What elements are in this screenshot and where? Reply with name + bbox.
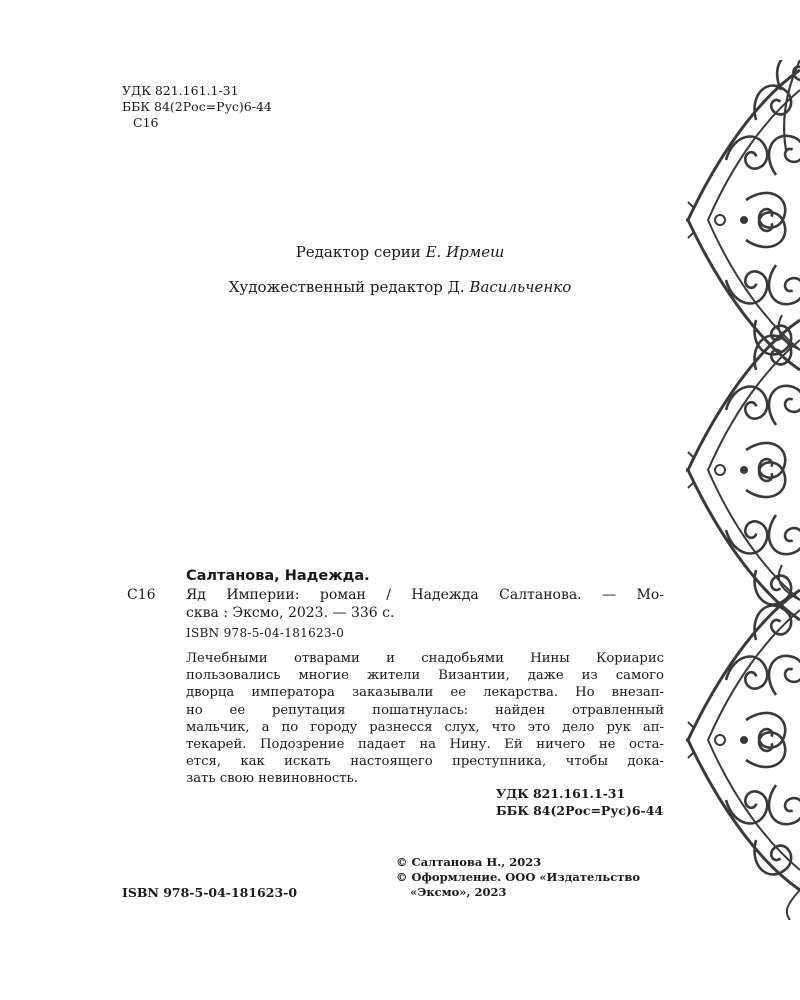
copyright-block bbox=[396, 855, 640, 900]
annotation-paragraph bbox=[186, 650, 664, 788]
udk-code: УДК 821.161.1-31 bbox=[122, 83, 239, 98]
decorative-ornament-border bbox=[686, 60, 800, 920]
bibliographic-author-mark: С16 bbox=[127, 587, 156, 603]
art-editor-initial: Д. bbox=[447, 278, 465, 296]
series-editor-credit bbox=[0, 243, 800, 261]
description-line: сква : Эксмо, 2023. — 336 с. bbox=[186, 605, 395, 621]
copyright-publisher: «Эксмо», 2023 bbox=[410, 885, 507, 899]
annotation-line: ется, как искать настоящего преступника, чтобы дока- bbox=[186, 754, 664, 770]
annotation-line: но ее репутация пошатнулась: найден отравленный bbox=[186, 702, 664, 718]
bibliographic-isbn: ISBN 978-5-04-181623-0 bbox=[186, 626, 345, 640]
series-editor-label: Редактор серии bbox=[295, 243, 421, 261]
bbk-code-bold: ББК 84(2Рос=Рус)6-44 bbox=[496, 803, 664, 818]
annotation-line: пользовались многие жители Византии, даже из самого bbox=[186, 668, 664, 684]
bibliographic-description bbox=[186, 586, 664, 622]
art-editor-label: Художественный редактор bbox=[228, 278, 443, 296]
series-editor-name: Е. Ирмеш bbox=[425, 243, 505, 261]
footer-isbn: ISBN 978-5-04-181623-0 bbox=[122, 885, 298, 900]
author-heading: Салтанова, Надежда. bbox=[186, 568, 370, 584]
copyright-author: © Салтанова Н., 2023 bbox=[396, 855, 542, 869]
annotation-line: текарей. Подозрение падает на Нину. Ей ничего не оста- bbox=[186, 737, 664, 753]
description-line: Яд Империи: роман / Надежда Салтанова. — Мо- bbox=[186, 587, 664, 603]
annotation-line: мальчик, а по городу разнесся слух, что это дело рук ап- bbox=[186, 719, 664, 735]
annotation-line: Лечебными отварами и снадобьями Нины Кориарис bbox=[186, 651, 664, 666]
classification-codes-top bbox=[122, 83, 272, 131]
annotation-line: дворца императора заказывали ее лекарства. Но внезап- bbox=[186, 685, 664, 701]
author-mark: С16 bbox=[133, 115, 159, 130]
art-editor-name: Васильченко bbox=[469, 278, 572, 296]
classification-codes-bottom bbox=[496, 785, 663, 819]
annotation-line: зать свою невиновность. bbox=[186, 771, 358, 787]
udk-code-bold: УДК 821.161.1-31 bbox=[496, 786, 626, 801]
bbk-code: ББК 84(2Рос=Рус)6-44 bbox=[122, 99, 272, 114]
copyright-design: © Оформление. ООО «Издательство bbox=[396, 870, 640, 884]
art-editor-credit bbox=[0, 278, 800, 296]
